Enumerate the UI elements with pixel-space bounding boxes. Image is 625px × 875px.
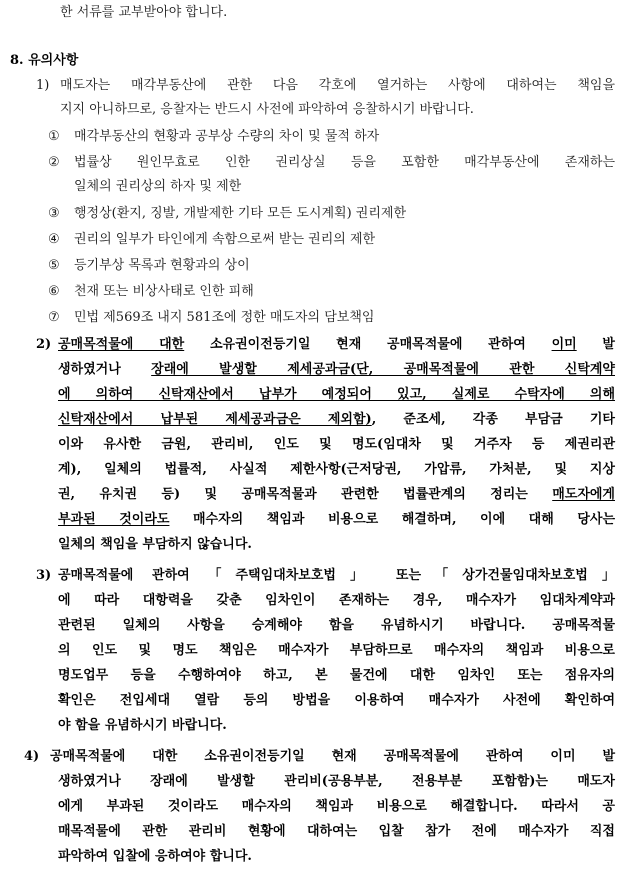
subitem-6-text: 천재 또는 비상사태로 인한 피해 xyxy=(74,284,254,299)
subitem-5-text: 등기부상 목록과 현황과의 상이 xyxy=(74,258,250,273)
item2-underlined-imposed: 부과된 것이라도 xyxy=(58,512,170,527)
item2-line-8 xyxy=(58,511,615,529)
subitem-2-text-1: 법률상 원인무효로 인한 권리상실 등을 포함한 매각부동산에 존재하는 xyxy=(74,155,615,170)
item2-line-1-end: 발 xyxy=(576,337,615,352)
item3-line-5: 명도업무 등을 수행하여야 하고, 본 물건에 대한 임차인 또는 점유자의 xyxy=(58,668,615,683)
item2-underlined-already: 이미 xyxy=(551,337,577,352)
item4-line-5: 파악하여 입찰에 응하여야 합니다. xyxy=(58,849,252,864)
item2-line-6: 계), 일체의 법률적, 사실적 제한사항(근저당권, 가압류, 가처분, 및 지상 xyxy=(58,462,615,477)
subitem-2-marker: ② xyxy=(48,155,60,170)
item2-marker: 2) xyxy=(36,337,52,352)
item2-line-1 xyxy=(58,336,615,354)
subitem-6-marker: ⑥ xyxy=(48,284,60,299)
subitem-3-text: 행정상(환지, 징발, 개발제한 기타 모든 도시계획) 권리제한 xyxy=(74,206,407,221)
item2-line-8-end: 매수자의 책임과 비용으로 해결하며, 이에 대해 당사는 xyxy=(169,512,616,527)
item2-underlined-tax: 장래에 발생할 제세공과금(단, 공매목적물에 관한 신탁계약 xyxy=(151,362,615,377)
subitem-2-text-2: 일체의 권리상의 하자 및 제한 xyxy=(74,179,242,194)
item3-line-7: 야 함을 유념하시기 바랍니다. xyxy=(58,718,227,733)
subitem-1-text: 매각부동산의 현황과 공부상 수량의 차이 및 물적 하자 xyxy=(74,129,380,144)
item3-line-4: 의 인도 및 명도 책임은 매수자가 부담하므로 매수자의 책임과 비용으로 xyxy=(58,643,615,658)
item2-line-3: 에 의하여 신탁재산에서 납부가 예정되어 있고, 실제로 수탁자에 의해 xyxy=(58,387,615,402)
subitem-3-marker: ③ xyxy=(48,206,60,221)
intro-tail-text: 한 서류를 교부받아야 합니다. xyxy=(60,5,228,20)
item3-line-2: 에 따라 대항력을 갖춘 임차인이 존재하는 경우, 매수자가 임대차계약과 xyxy=(58,593,615,608)
item1-marker: 1) xyxy=(36,78,50,93)
subitem-7-text: 민법 제569조 내지 581조에 정한 매도자의 담보책임 xyxy=(74,310,375,325)
section-title: 8. 유의사항 xyxy=(10,53,79,68)
item4-line-2: 생하였거나 장래에 발생할 관리비(공용부분, 전용부분 포함함)는 매도자 xyxy=(58,774,615,789)
subitem-4-text: 권리의 일부가 타인에게 속함으로써 받는 권리의 제한 xyxy=(74,232,376,247)
item2-line-5: 이와 유사한 금원, 관리비, 인도 및 명도(임대차 및 거주자 등 제권리관 xyxy=(58,437,615,452)
subitem-4-marker: ④ xyxy=(48,232,60,247)
item2-line-1-mid: 소유권이전등기일 현재 공매목적물에 관하여 xyxy=(184,337,552,352)
item3-line-3: 관련된 일체의 사항을 승계해야 함을 유념하시기 바랍니다. 공매목적물 xyxy=(58,618,615,633)
item3-line-6: 확인은 전입세대 열람 등의 방법을 이용하여 매수자가 사전에 확인하여 xyxy=(58,693,615,708)
item1-line-2: 지지 아니하므로, 응찰자는 반드시 사전에 파악하여 응찰하시기 바랍니다. xyxy=(60,102,474,117)
item2-underlined-subject: 공매목적물에 대한 xyxy=(58,337,185,352)
item2-line-7-start: 권, 유치권 등) 및 공매목적물과 관련한 법률관계의 정리는 xyxy=(58,487,553,502)
item4-marker: 4) xyxy=(24,749,40,764)
item2-line-4 xyxy=(58,411,615,429)
item2-line-2-start: 생하였거나 xyxy=(58,362,152,377)
subitem-5-marker: ⑤ xyxy=(48,258,60,273)
item2-underlined-seller: 매도자에게 xyxy=(552,487,615,502)
item4-line-3: 에게 부과된 것이라도 매수자의 책임과 비용으로 해결합니다. 따라서 공 xyxy=(58,799,615,814)
item4-line-1: 공매목적물에 대한 소유권이전등기일 현재 공매목적물에 관하여 이미 발 xyxy=(50,749,615,764)
item2-underlined-excluded: 신탁재산에서 납부된 제세공과금은 제외함) xyxy=(58,412,372,427)
item3-line-1: 공매목적물에 관하여 「주택임대차보호법」 또는「상가건물임대차보호법」 xyxy=(58,568,615,583)
item3-marker: 3) xyxy=(36,568,52,583)
item2-line-7 xyxy=(58,486,615,504)
subitem-1-marker: ① xyxy=(48,129,60,144)
subitem-7-marker: ⑦ xyxy=(48,310,60,325)
item1-line-1: 매도자는 매각부동산에 관한 다음 각호에 열거하는 사항에 대하여는 책임을 xyxy=(60,78,615,93)
item2-line-2 xyxy=(58,361,615,379)
item2-line-9: 일체의 책임을 부담하지 않습니다. xyxy=(58,537,252,552)
item2-line-4-end: , 준조세, 각종 부담금 기타 xyxy=(371,412,615,427)
item4-line-4: 매목적물에 관한 관리비 현황에 대하여는 입찰 참가 전에 매수자가 직접 xyxy=(58,824,615,839)
